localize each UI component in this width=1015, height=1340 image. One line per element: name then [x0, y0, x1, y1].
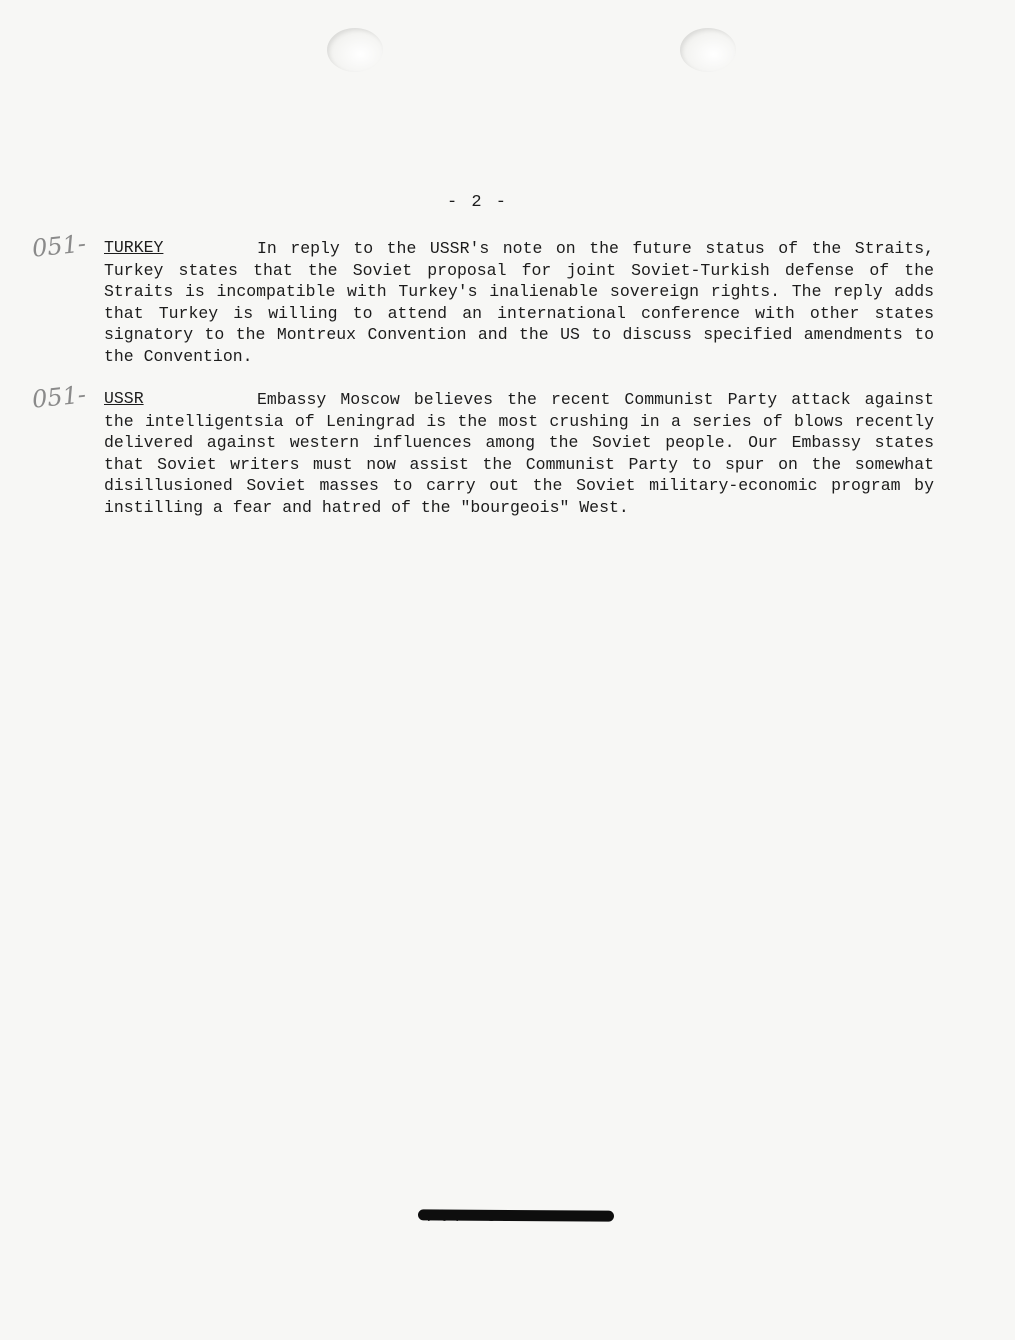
marginal-note-ussr: 051- [30, 380, 88, 414]
classification-marking [418, 1205, 614, 1229]
punch-hole-right [680, 28, 736, 72]
section-text-ussr: Embassy Moscow believes the recent Communist Party attack against the intelligentsia of Leningrad is the most crushing in a series of blows recently delivered against western influences among the Soviet people. Our Embassy states that Soviet writers must now assist the Communist Party to spur on the somewhat disillusioned Soviet masses to carry out the Soviet military-economic program by instilling a fear and hatred of the "bourgeois" West. [104, 390, 934, 517]
punch-hole-left [327, 28, 383, 72]
page-number: - 2 - [447, 193, 509, 212]
section-text-turkey: In reply to the USSR's note on the future status of the Straits, Turkey states that the Soviet proposal for joint Soviet-Turkish defense of the Straits is incompatible with Turkey's inalienable sovereign rights. The reply adds that Turkey is willing to attend an international conference with other states signatory to the Montreux Convention and the US to discuss specified amendments to the Convention. [104, 239, 934, 366]
section-turkey [30, 229, 934, 367]
section-ussr [30, 380, 934, 518]
section-label-turkey: TURKEY [104, 238, 164, 257]
marginal-note-turkey: 051- [30, 229, 88, 263]
section-label-ussr: USSR [104, 389, 144, 408]
redaction-strike [418, 1209, 614, 1221]
